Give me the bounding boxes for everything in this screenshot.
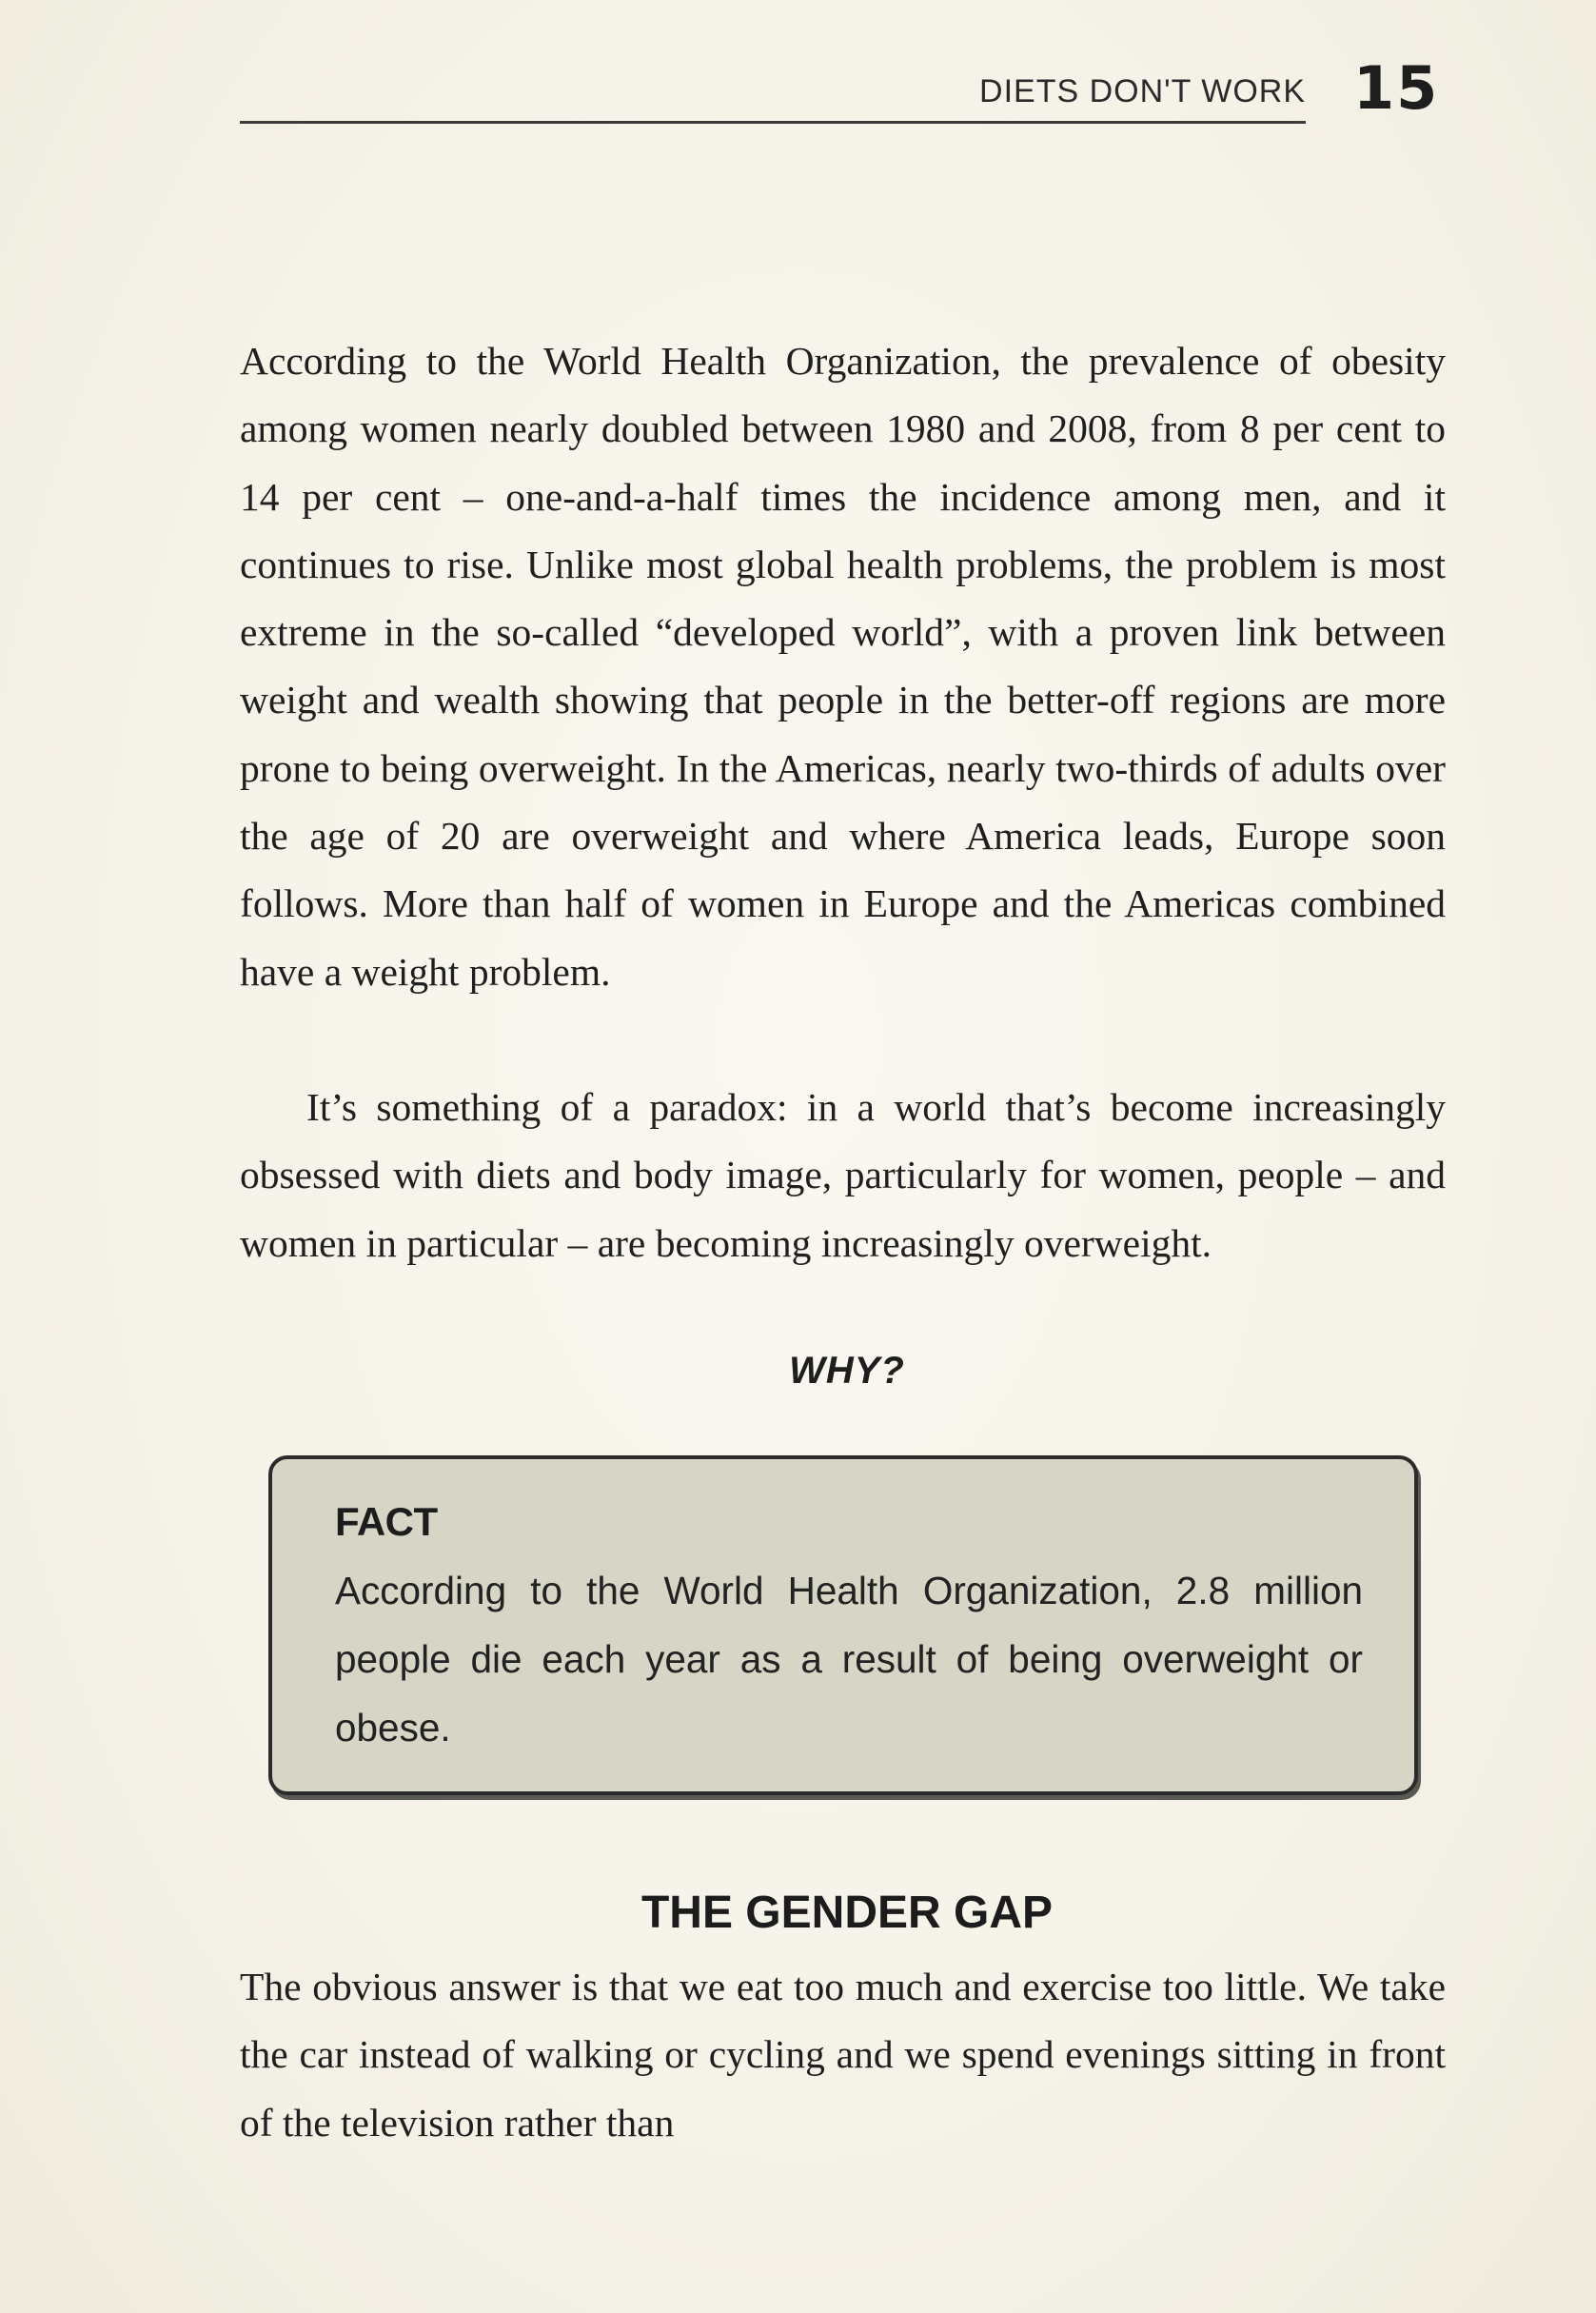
fact-text: According to the World Health Organization, 2.8 million people die each year as a result of being overweight or obese. <box>335 1569 1363 1750</box>
body-paragraph: The obvious answer is that we eat too much and exercise too little. We take the car instead of walking or cycling and we spend evenings sitting in front of the television rather than <box>240 1965 1446 2145</box>
fact-label: FACT <box>335 1499 438 1544</box>
body-paragraph: According to the World Health Organization, the prevalence of obesity among women nearly doubled between 1980 and 2008, from 8 per cent to 14 per cent – one-and-a-half times the incidence among men, and it continues to rise. Unlike most global health problems, the problem is most extreme in the so-called “developed world”, with a proven link between weight and wealth showing that people in the better-off regions are more prone to being overweight. In the Americas, nearly two-thirds of adults over the age of 20 are overweight and where America leads, Europe soon follows. More than half of women in Europe and the Americas combined have a weight problem. <box>240 339 1446 994</box>
running-title: DIETS DON'T WORK <box>979 73 1306 109</box>
running-header <box>240 69 1306 126</box>
header-rule <box>240 121 1306 124</box>
section-heading: THE GENDER GAP <box>640 1888 1054 1938</box>
fact-box <box>268 1455 1418 1795</box>
why-heading: WHY? <box>789 1350 905 1392</box>
body-paragraph: It’s something of a paradox: in a world that’s become increasingly obsessed with diets and body image, particularly for women, people – and women in particular – are becoming increasingly overweight. <box>240 1085 1446 1265</box>
page-number: 15 <box>1353 53 1440 123</box>
